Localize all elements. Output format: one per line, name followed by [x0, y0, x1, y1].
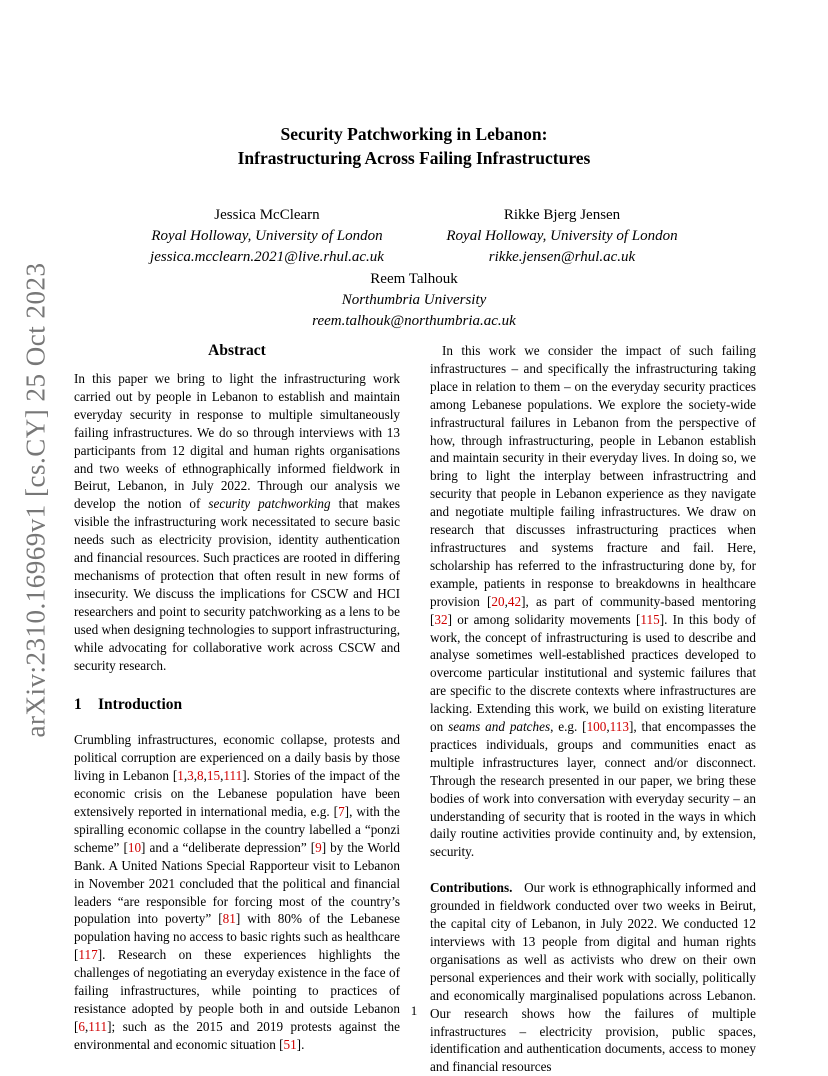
citation-link[interactable]: 100	[586, 719, 607, 735]
paragraph-gap	[430, 861, 756, 879]
citation-link[interactable]: 8	[197, 768, 204, 784]
text-run: ], that encompasses the practices individuals, groups and communities enact as multiple infrastructures layer, connect and/or disconnect. Through the research presented in our paper, we bring these bodies of work into conversation with everyday security – an understanding of security that is rooted in the ways in which daily routine activities provide continuity and, by extension, security.	[430, 719, 756, 860]
abstract-heading: Abstract	[208, 342, 266, 359]
citation-link[interactable]: 51	[283, 1036, 297, 1052]
text-run: ] with 80% of the Lebanese population having no access to basic rights such as healthcare [	[74, 911, 400, 963]
text-run: ], with the spiralling economic collapse in the country labelled a “ponzi scheme” [	[74, 804, 400, 855]
author-email: jessica.mcclearn.2021@live.rhul.ac.uk	[150, 249, 384, 265]
citation-link[interactable]: 117	[78, 947, 98, 963]
text-run: Our work is ethnographically informed and grounded in fieldwork conducted over two weeks in Beirut, the capital city of Lebanon, in July 2022. We conducted 12 interviews with 13 people from digital and human rights organisations as well as activists who drew on their own personal experiences and their work with socially, politically and economically marginalised populations across Lebanon. Our research shows how the failures of multiple infrastructures – electricity provision, public spaces, identification and authentication documents, access to money and financial resources	[430, 880, 757, 1075]
text-run: Crumbling infrastructures, economic collapse, protests and political corruption are experienced on a daily basis by those living in Lebanon [	[74, 732, 400, 784]
citation-link[interactable]: 3	[187, 768, 194, 784]
text-run: ]. In this body of work, the concept of infrastructuring is used to describe and analyse sometimes well-established practices developed to overcome particular institutional and systemic failures that are specific to the discrete contexts where infrastructures are lacking. Extending this work, we build on existing literature on	[430, 611, 756, 735]
citation-link[interactable]: 42	[507, 593, 522, 609]
citation-link[interactable]: 111	[88, 1018, 108, 1034]
author-name: Reem Talhouk	[370, 271, 458, 287]
page-number: 1	[410, 1003, 418, 1018]
author-affiliation: Royal Holloway, University of London	[151, 228, 383, 244]
text-run: that makes visible the infrastructuring work necessitated to secure basic needs such as electricity provision, identity authentication and financial resources. Such practices are rooted in differing mechanisms of protection that often result in new forms of insecurity. We discuss the implications for CSCW and HCI researchers and point to security patchworking as a lens to be used when designing technologies to support infrastructuring, while advocating for collaborative work across CSCW and security research.	[74, 496, 400, 673]
citation-link[interactable]: 1	[177, 768, 184, 784]
text-run: ].	[296, 1036, 305, 1052]
contributions-paragraph	[430, 879, 756, 1076]
intro-paragraph-1: Crumbling infrastructures, economic collapse, protests and political corruption are experienced on a daily basis by those living in Lebanon [1,3,8,15,111]. Stories of the impact of the economic crisis on the Lebanese population have been extensively reported in international media, e.g. [7], with the spiralling economic collapse in the country labelled a “ponzi scheme” [10] and a “deliberate depression” [9] by the World Bank. A United Nations Special Rapporteur visit to Lebanon in November 2021 concluded that the political and financial leaders “are responsible for forcing most of the country’s population into poverty” [81] with 80% of the Lebanese population having no access to basic rights such as healthcare [117]. Research on these experiences highlights the challenges of negotiating an everyday existence in the face of failing infrastructures, while pointing to practices of resistance adopted by people both in and outside Lebanon [6,111]; such as the 2015 and 2019 protests against the environmental and economic situation [51].	[74, 732, 400, 1052]
text-run: ]. Stories of the impact of the economic crisis on the Lebanese population have been extensively reported in international media, e.g. [	[74, 768, 400, 820]
author-affiliation: Northumbria University	[341, 292, 487, 308]
paper-title	[0, 122, 828, 170]
text-run: , e.g. [	[550, 719, 587, 735]
text-run: ]; such as the 2015 and 2019 protests against the environmental and economic situation [	[74, 1018, 400, 1052]
citation-link[interactable]: 9	[315, 839, 322, 855]
citation-link[interactable]: 15	[206, 768, 221, 784]
citation-link[interactable]: 6	[78, 1018, 85, 1034]
section-number: 1	[74, 696, 82, 714]
text-run: ] by the World Bank. A United Nations Special Rapporteur visit to Lebanon in November 2021 concluded that the political and financial leaders “are responsible for forcing most of the country’s population into poverty” [	[74, 839, 400, 927]
author-name: Jessica McClearn	[214, 207, 320, 223]
author-block	[264, 269, 564, 332]
citation-link[interactable]: 32	[434, 611, 448, 627]
paragraph-lead: Contributions.	[430, 880, 513, 896]
text-run: ] or among solidarity movements [	[447, 611, 641, 627]
left-column	[74, 342, 400, 1054]
author-affiliation: Royal Holloway, University of London	[446, 228, 678, 244]
author-name: Rikke Bjerg Jensen	[503, 207, 621, 223]
section-heading-introduction	[74, 696, 400, 714]
text-run: ]. Research on these experiences highlights the challenges of negotiating an everyday existence in the face of failing infrastructures, while pointing to practices of resistance adopted by people both in and outside Lebanon [	[74, 947, 400, 1034]
section-title: Introduction	[98, 696, 183, 714]
abstract-paragraph	[74, 370, 400, 674]
citation-link[interactable]: 10	[127, 839, 142, 855]
emphasis: seams and patches	[448, 719, 551, 735]
text-run: In this work we consider the impact of such failing infrastructures – and specifically the infrastructuring taking place in relation to them – on the everyday security practices among Lebanese populations. We explore the society-wide infrastructural failures in Lebanon from the perspective of how, through infrastructuring, people in Lebanon establish and maintain security in their everyday lives. In doing so, we bring to light the interplay between infrastructring and security that people in Lebanon experience as they navigate and negotiate multiple failing infrastructures. We draw on research that discusses infrastructuring practices when infrastructures and systems fracture and fail. Here, scholarship has referred to the infrastructuring done by, for example, patients in response to breakdowns in healthcare provision [	[430, 343, 756, 609]
arxiv-identifier	[6, 230, 66, 770]
title-line-2: Infrastructuring Across Failing Infrastructures	[237, 148, 591, 168]
citation-link[interactable]: 20	[491, 593, 505, 609]
emphasis: security patchworking	[208, 496, 331, 512]
right-column	[430, 342, 756, 1076]
title-line-1: Security Patchworking in Lebanon:	[280, 124, 548, 144]
citation-link[interactable]: 115	[640, 611, 660, 627]
citation-link[interactable]: 111	[223, 768, 243, 784]
text-run: In this paper we bring to light the infrastructuring work carried out by people in Lebanon to establish and maintain everyday security in response to multiple simultaneously failing infrastructures. We do so through interviews with 13 participants from 12 digital and human rights organisations and two weeks of ethnographically informed fieldwork in Beirut, Lebanon, in July 2022. Through our analysis we develop the notion of	[74, 371, 400, 512]
author-block	[410, 205, 714, 268]
author-email: rikke.jensen@rhul.ac.uk	[488, 249, 636, 265]
citation-link[interactable]: 7	[338, 804, 345, 820]
author-block	[100, 205, 434, 268]
intro-paragraph-2: In this work we consider the impact of such failing infrastructures – and specifically the infrastructuring taking place in relation to them – on the everyday security practices among Lebanese populations. We explore the society-wide infrastructural failures in Lebanon from the perspective of how, through infrastructuring, people in Lebanon establish and maintain security in their everyday lives. In doing so, we bring to light the interplay between infrastructring and security that people in Lebanon experience as they navigate and negotiate multiple failing infrastructures. We draw on research that discusses infrastructuring practices when infrastructures and systems fracture and fail. Here, scholarship has referred to the infrastructuring done by, for example, patients in response to breakdowns in healthcare provision [20,42], as part of community-based mentoring [32] or among solidarity movements [115]. In this body of work, the concept of infrastructuring is used to describe and analyse sometimes well-established practices developed to overcome particular institutional and systemic failures that are specific to the discrete contexts where infrastructures are lacking. Extending this work, we build on existing literature on seams and patches, e.g. [100,113], that encompasses the practices individuals, groups and communities enact as multiple infrastructures layer, connect and/or disconnect. Through the research presented in our paper, we bring these bodies of work into conversation with everyday security – an understanding of security that is rooted in the ways in which daily routine activities provide continuity and, by extension, security.	[430, 343, 756, 860]
text-run: ], as part of community-based mentoring [	[430, 593, 756, 627]
text-run: ] and a “deliberate depression” [	[141, 839, 316, 855]
citation-link[interactable]: 81	[222, 911, 236, 927]
arxiv-id-text: arXiv:2310.16969v1 [cs.CY] 25 Oct 2023	[20, 262, 51, 738]
author-email: reem.talhouk@northumbria.ac.uk	[312, 313, 516, 329]
citation-link[interactable]: 113	[609, 719, 629, 735]
